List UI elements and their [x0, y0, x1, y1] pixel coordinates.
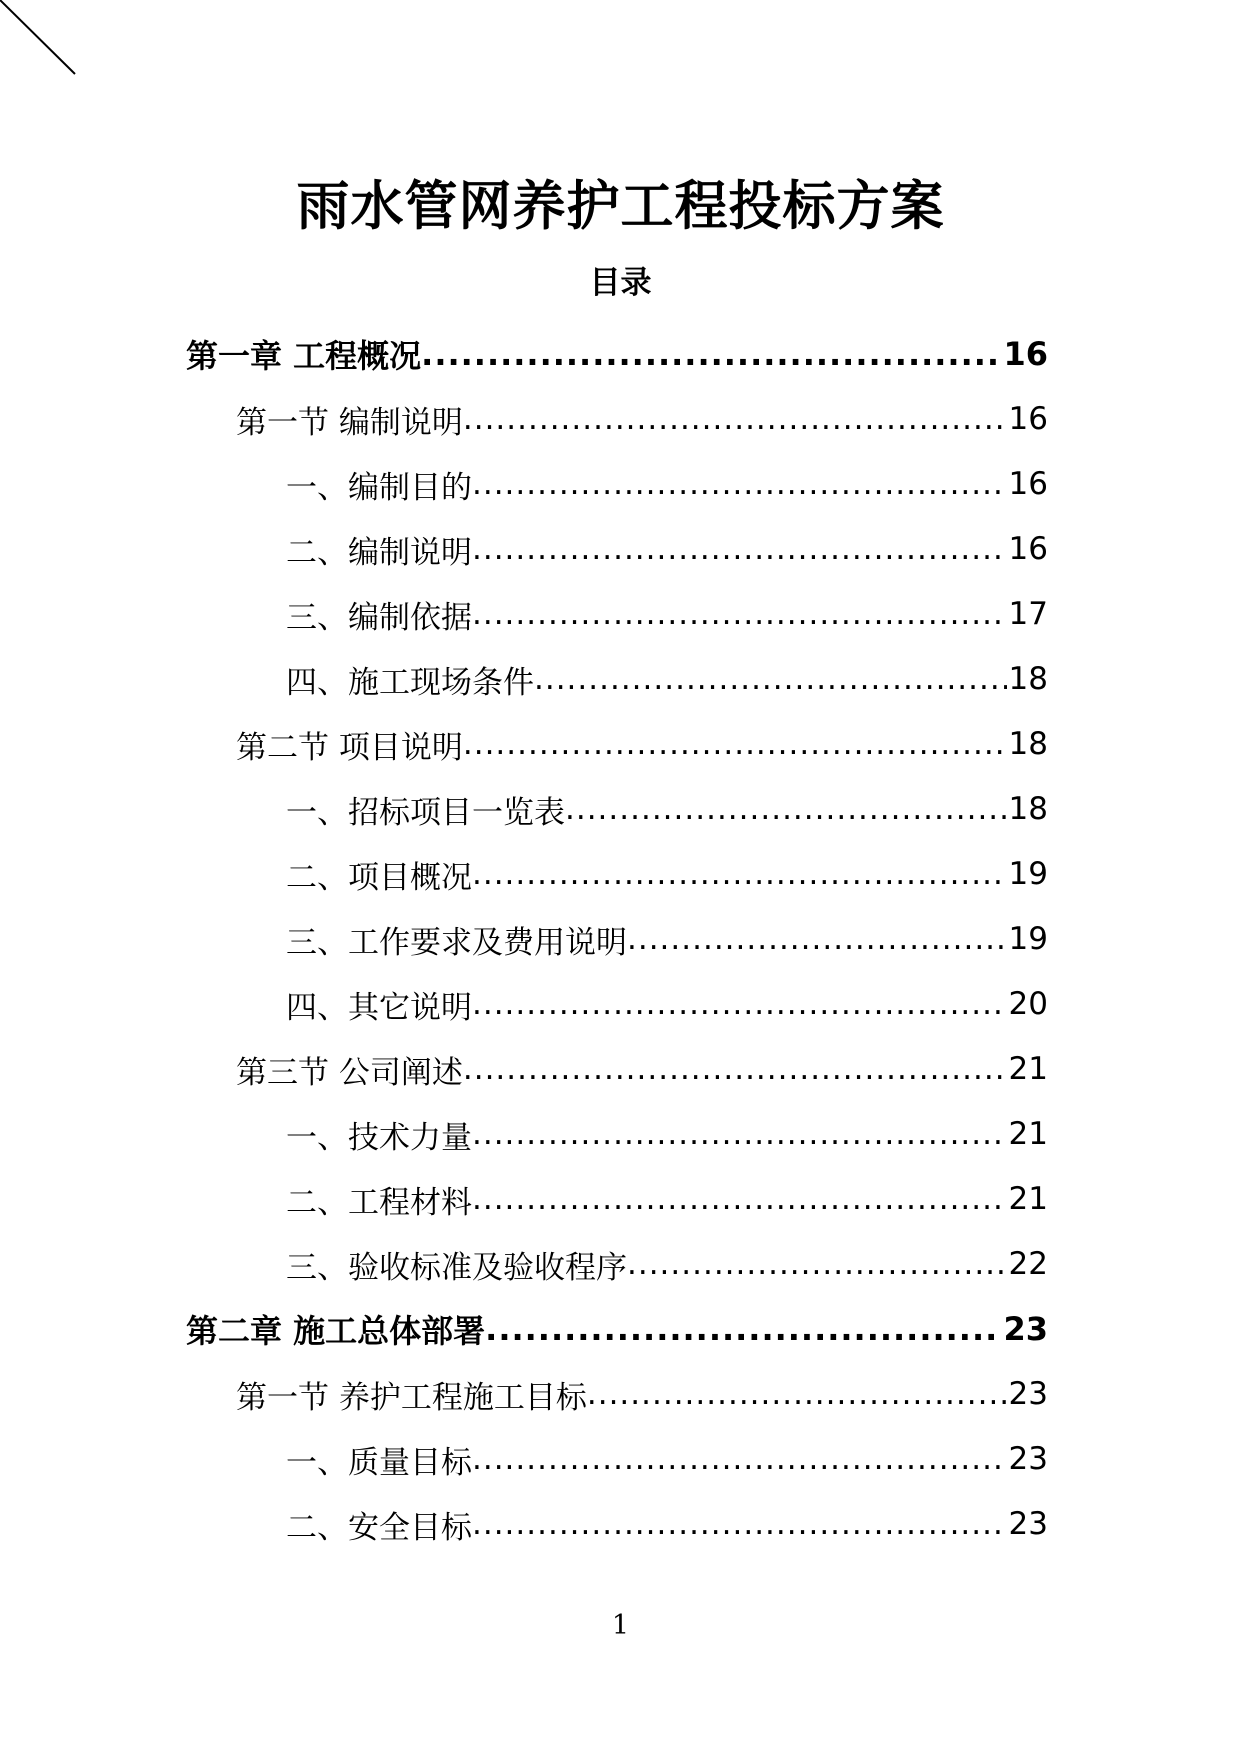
toc-entry-page: 16	[1008, 531, 1048, 567]
toc-entry-title: 四、其它说明	[286, 989, 472, 1026]
toc-entry-title: 第一节 编制说明	[236, 404, 463, 441]
toc-entry-page: 16	[1003, 335, 1048, 373]
toc-leader-dots	[565, 791, 1007, 827]
toc-heading: 目录	[589, 265, 652, 301]
toc-entry[interactable]	[186, 325, 1048, 383]
toc-leader-dots	[472, 1506, 1007, 1542]
toc-leader-dots	[587, 1376, 1007, 1412]
document-title: 雨水管网养护工程投标方案	[296, 176, 945, 237]
toc-leader-dots	[472, 531, 1007, 567]
toc-entry-title: 二、编制说明	[286, 534, 472, 571]
toc-entry[interactable]	[286, 845, 1048, 903]
toc-entry-page: 19	[1008, 856, 1048, 892]
toc-entry-page: 23	[1008, 1441, 1048, 1477]
toc-leader-dots	[463, 401, 1007, 437]
toc-leader-dots	[472, 1116, 1007, 1152]
toc-entry-title: 第一节 养护工程施工目标	[236, 1379, 587, 1416]
toc-entry-page: 21	[1008, 1051, 1048, 1087]
toc-entry[interactable]	[286, 1105, 1048, 1163]
toc-entry[interactable]	[286, 585, 1048, 643]
toc-leader-dots	[627, 921, 1007, 957]
toc-entry-title: 一、质量目标	[286, 1444, 472, 1481]
toc-entry[interactable]	[286, 780, 1048, 838]
toc-entry[interactable]	[286, 1235, 1048, 1293]
toc-entry[interactable]	[286, 1430, 1048, 1488]
toc-entry-page: 23	[1008, 1376, 1048, 1412]
toc-leader-dots	[463, 726, 1007, 762]
toc-entry[interactable]	[186, 1300, 1048, 1358]
toc-entry-title: 三、验收标准及验收程序	[286, 1249, 627, 1286]
toc-leader-dots	[485, 1310, 1001, 1348]
toc-entry-title: 三、编制依据	[286, 599, 472, 636]
toc-entry-page: 18	[1008, 726, 1048, 762]
toc-entry-title: 二、安全目标	[286, 1509, 472, 1546]
toc-entry-page: 17	[1008, 596, 1048, 632]
toc-entry-title: 第三节 公司阐述	[236, 1054, 463, 1091]
toc-entry[interactable]	[286, 1170, 1048, 1228]
toc-leader-dots	[472, 856, 1007, 892]
toc-entry-title: 一、技术力量	[286, 1119, 472, 1156]
toc-leader-dots	[627, 1246, 1007, 1282]
toc-leader-dots	[472, 1181, 1007, 1217]
toc-entry-page: 19	[1008, 921, 1048, 957]
toc-leader-dots	[472, 596, 1007, 632]
toc-entry-page: 21	[1008, 1181, 1048, 1217]
toc-entry[interactable]	[286, 520, 1048, 578]
toc-entry-title: 一、编制目的	[286, 469, 472, 506]
toc-entry-title: 一、招标项目一览表	[286, 794, 565, 831]
toc-leader-dots	[421, 335, 1001, 373]
toc-entry-page: 22	[1008, 1246, 1048, 1282]
toc-entry[interactable]	[286, 910, 1048, 968]
toc-entry-page: 16	[1008, 401, 1048, 437]
toc-entry-title: 第二章 施工总体部署	[186, 1312, 486, 1350]
toc-entry-title: 第二节 项目说明	[236, 729, 463, 766]
corner-crop-mark	[0, 0, 80, 80]
toc-leader-dots	[472, 1441, 1007, 1477]
toc-entry-page: 18	[1008, 661, 1048, 697]
toc-entry-title: 四、施工现场条件	[286, 664, 534, 701]
toc-entry-page: 18	[1008, 791, 1048, 827]
toc-entry-title: 二、项目概况	[286, 859, 472, 896]
toc-entry[interactable]	[236, 1040, 1048, 1098]
toc-entry-title: 第一章 工程概况	[186, 337, 422, 375]
toc-entry[interactable]	[236, 715, 1048, 773]
toc-leader-dots	[472, 986, 1007, 1022]
toc-entry[interactable]	[286, 650, 1048, 708]
toc-entry[interactable]	[286, 975, 1048, 1033]
page-number: 1	[611, 1610, 630, 1641]
toc-leader-dots	[472, 466, 1007, 502]
toc-entry[interactable]	[286, 455, 1048, 513]
toc-entry[interactable]	[236, 1365, 1048, 1423]
toc-entry-page: 20	[1008, 986, 1048, 1022]
toc-entry-page: 21	[1008, 1116, 1048, 1152]
toc-leader-dots	[463, 1051, 1007, 1087]
toc-entry-page: 23	[1008, 1506, 1048, 1542]
toc-entry-page: 16	[1008, 466, 1048, 502]
toc-leader-dots	[534, 661, 1007, 697]
toc-entry-title: 二、工程材料	[286, 1184, 472, 1221]
toc-entry[interactable]	[286, 1495, 1048, 1553]
toc-entry-title: 三、工作要求及费用说明	[286, 924, 627, 961]
toc-entry[interactable]	[236, 390, 1048, 448]
toc-entry-page: 23	[1003, 1310, 1048, 1348]
